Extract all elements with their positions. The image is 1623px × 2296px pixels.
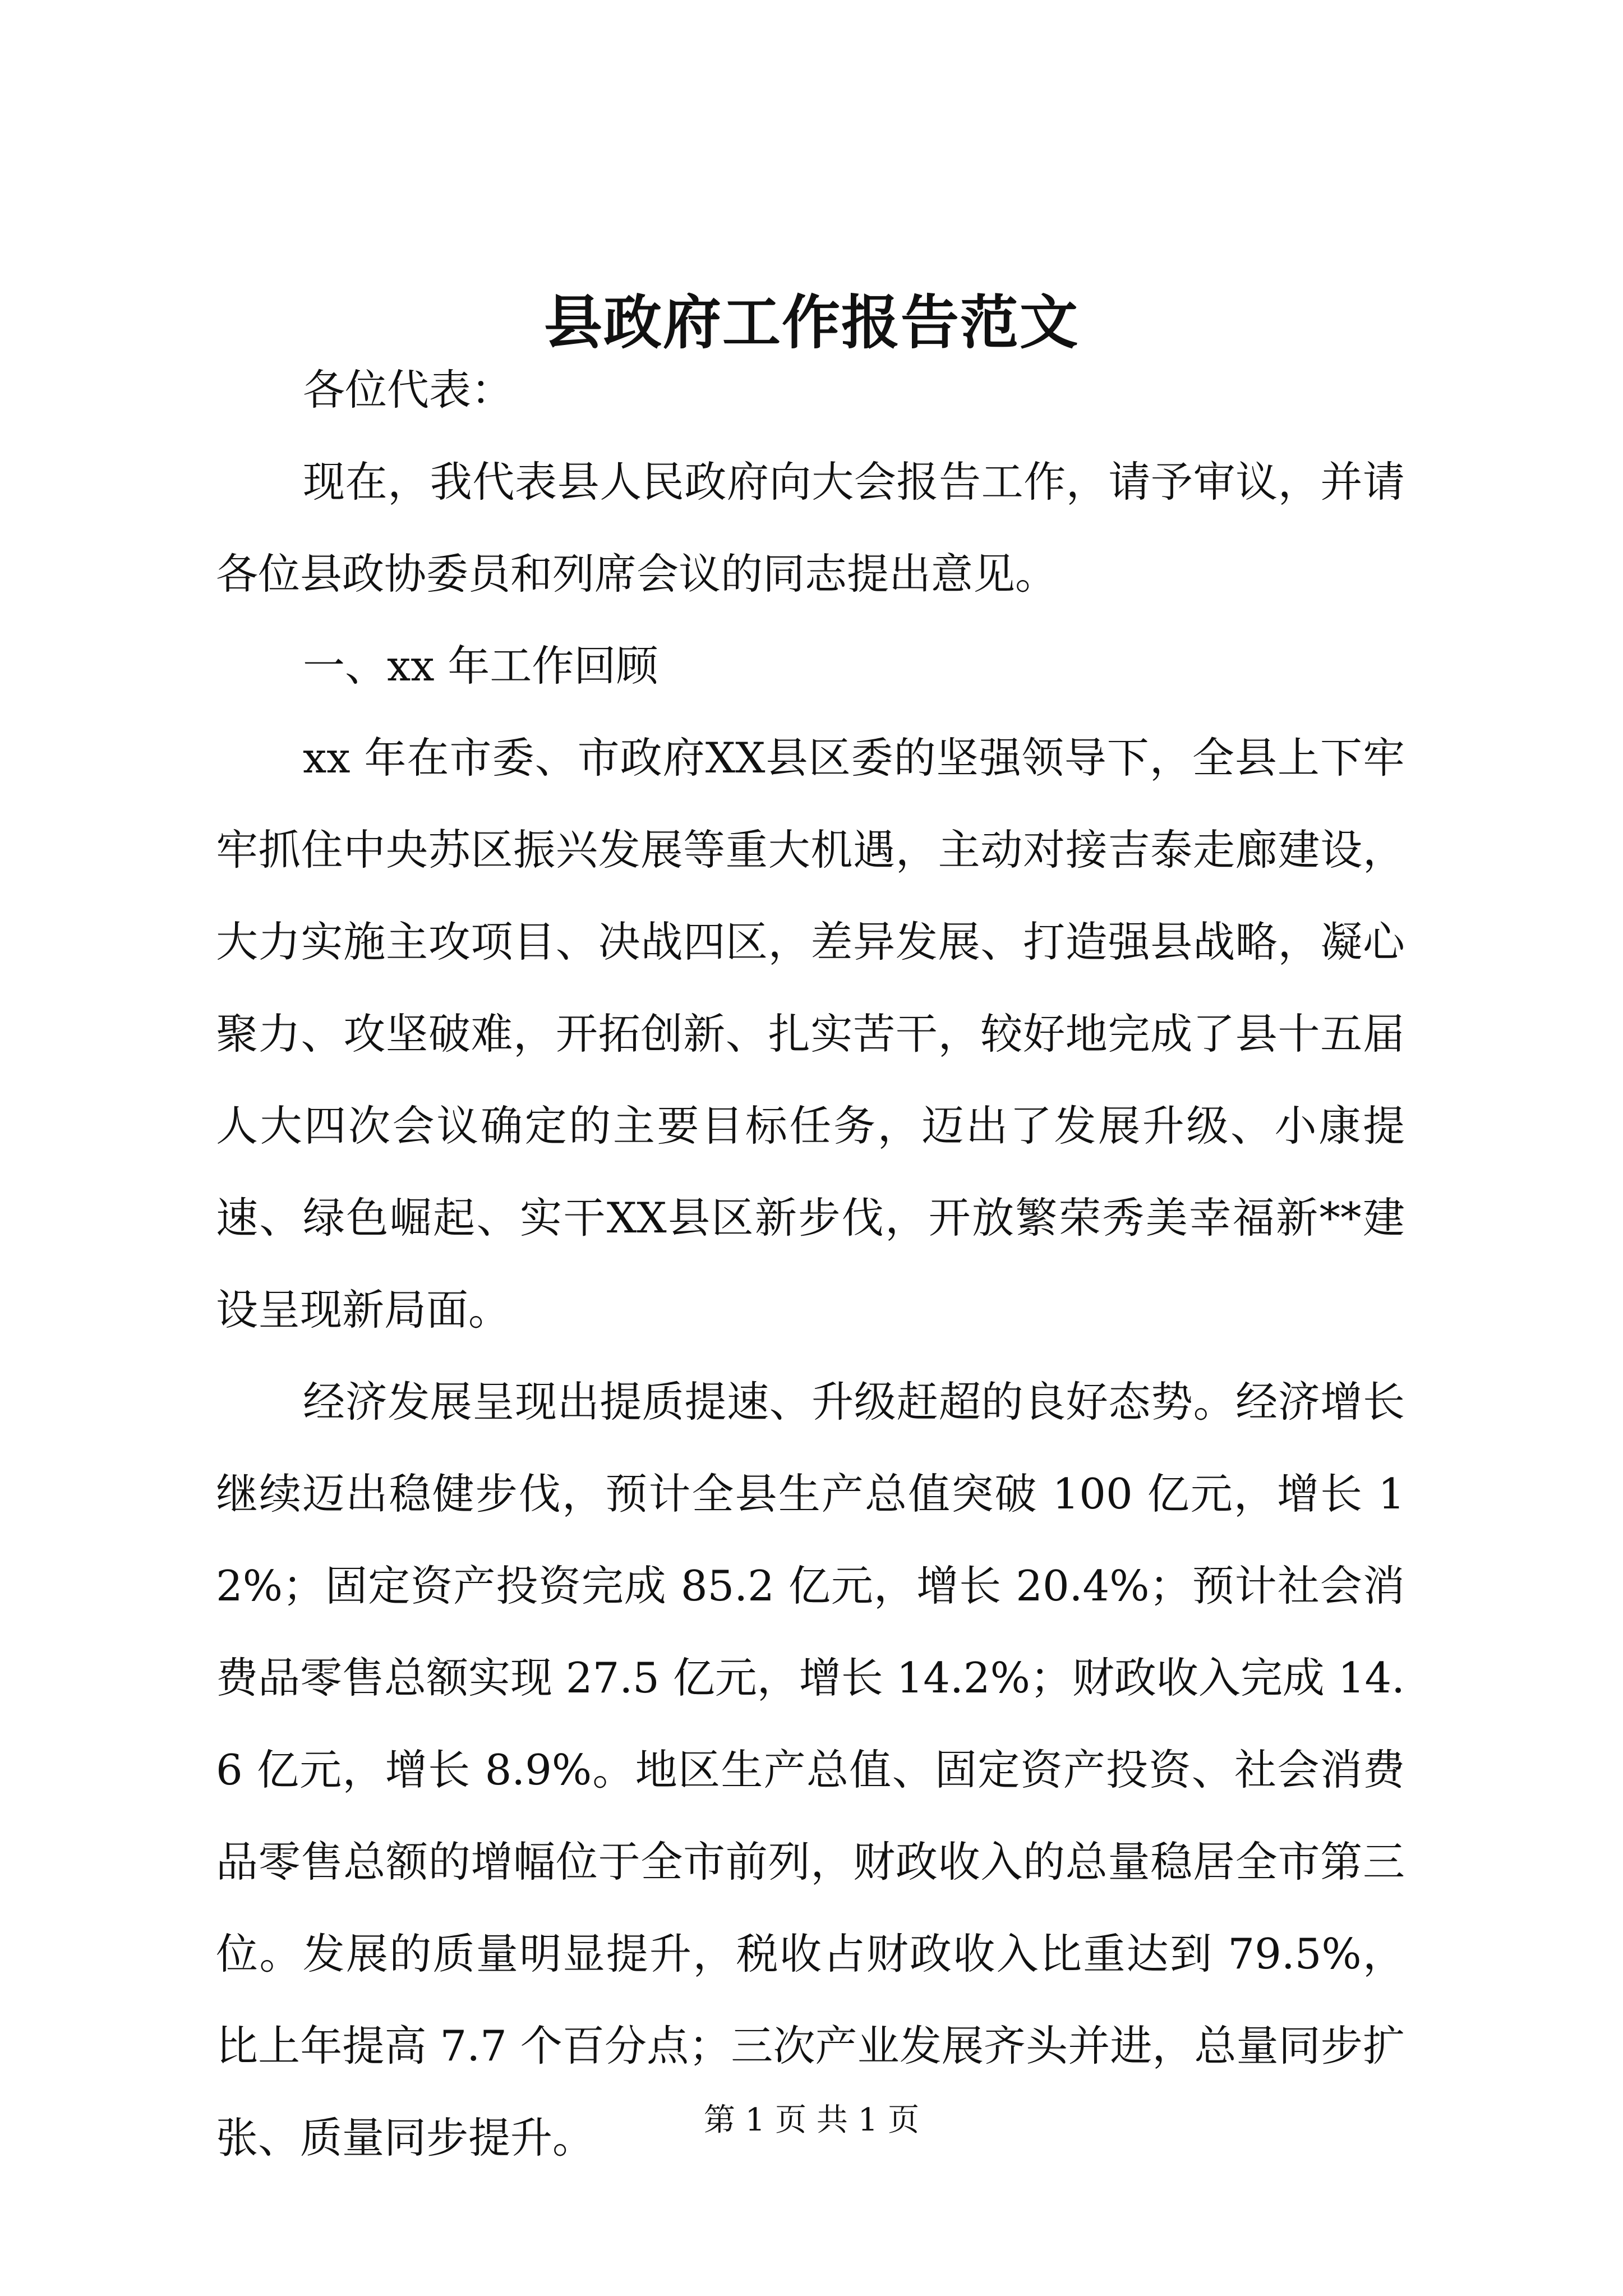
- page-footer: 第 1 页 共 1 页: [703, 2102, 920, 2138]
- salutation-paragraph: 各位代表：: [303, 365, 514, 415]
- review-paragraph: xx 年在市委、市政府XX县区委的坚强领导下，全县上下牢牢抓住中央苏区振兴发展等重大机遇，主动对接吉泰走廊建设，大力实施主攻项目、决战四区，差异发展、打造强县战略，凝心聚力、攻坚破难，开拓创新、扎实苦干，较好地完成了县十五届人大四次会议确定的主要目标任务，迈出了发展升级、小康提速、绿色崛起、实干XX县区新步伐，开放繁荣秀美幸福新**建设呈现新局面。: [216, 733, 1405, 1335]
- section-heading: 一、xx 年工作回顾: [303, 641, 658, 691]
- economy-paragraph: 经济发展呈现出提质提速、升级赶超的良好态势。经济增长继续迈出稳健步伐，预计全县生产总值突破 100 亿元，增长 12%；固定资产投资完成 85.2 亿元，增长 20.4%；预计社会消费品零售总额实现 27.5 亿元，增长 14.2%；财政收入完成 14.6 亿元，增长 8.9%。地区生产总值、固定资产投资、社会消费品零售总额的增幅位于全市前列，财政收入的总量稳居全市第三位。发展的质量明显提升，税收占财政收入比重达到 79.5%，比上年提高 7.7 个百分点；三次产业发展齐头并进，总量同步扩张、质量同步提升。: [216, 1377, 1405, 2162]
- intro-paragraph: 现在，我代表县人民政府向大会报告工作，请予审议，并请各位县政协委员和列席会议的同志提出意见。: [216, 457, 1405, 599]
- document-body: [216, 344, 1405, 2184]
- document-title: 县政府工作报告范文: [543, 288, 1079, 357]
